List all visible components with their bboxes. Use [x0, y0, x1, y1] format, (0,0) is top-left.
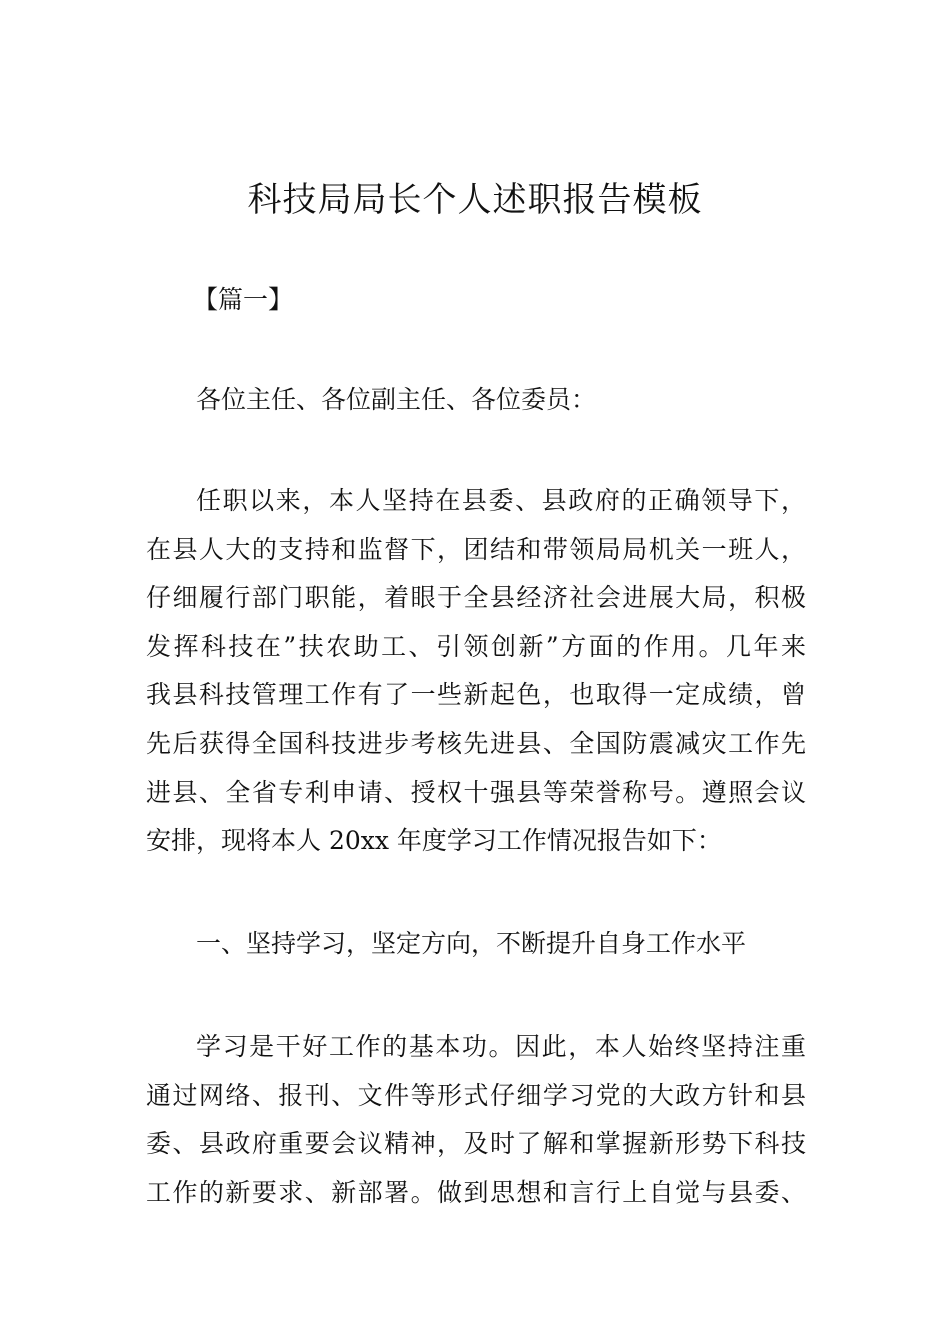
paragraph-line: 在县人大的支持和监督下，团结和带领局局机关一班人，	[146, 534, 806, 564]
paragraph-line: 任职以来，本人坚持在县委、县政府的正确领导下，	[196, 486, 806, 515]
paragraph-line: 委、县政府重要会议精神，及时了解和掌握新形势下科技	[146, 1129, 806, 1159]
paragraph-line: 工作的新要求、新部署。做到思想和言行上自觉与县委、	[146, 1177, 806, 1207]
document-title: 科技局局长个人述职报告模板	[247, 180, 703, 220]
paragraph-study	[146, 1023, 806, 1217]
paragraph-line: 仔细履行部门职能，着眼于全县经济社会进展大局，积极	[146, 583, 806, 613]
greeting-line: 各位主任、各位副主任、各位委员：	[196, 385, 597, 414]
paragraph-line: 学习是干好工作的基本功。因此，本人始终坚持注重	[196, 1032, 806, 1061]
paragraph-line: 我县科技管理工作有了一些新起色，也取得一定成绩，曾	[146, 680, 806, 710]
paragraph-intro	[146, 477, 806, 866]
paragraph-line: 进县、全省专利申请、授权十强县等荣誉称号。遵照会议	[146, 777, 806, 807]
paragraph-line: 先后获得全国科技进步考核先进县、全国防震减灾工作先	[146, 728, 806, 758]
paragraph-line: 安排，现将本人 20xx 年度学习工作情况报告如下：	[146, 826, 722, 856]
section-heading: 一、坚持学习，坚定方向，不断提升自身工作水平	[196, 929, 747, 958]
paragraph-line: 通过网络、报刊、文件等形式仔细学习党的大政方针和县	[146, 1080, 806, 1110]
section-label: 【篇一】	[193, 285, 294, 314]
paragraph-line: 发挥科技在”扶农助工、引领创新”方面的作用。几年来	[146, 631, 806, 661]
